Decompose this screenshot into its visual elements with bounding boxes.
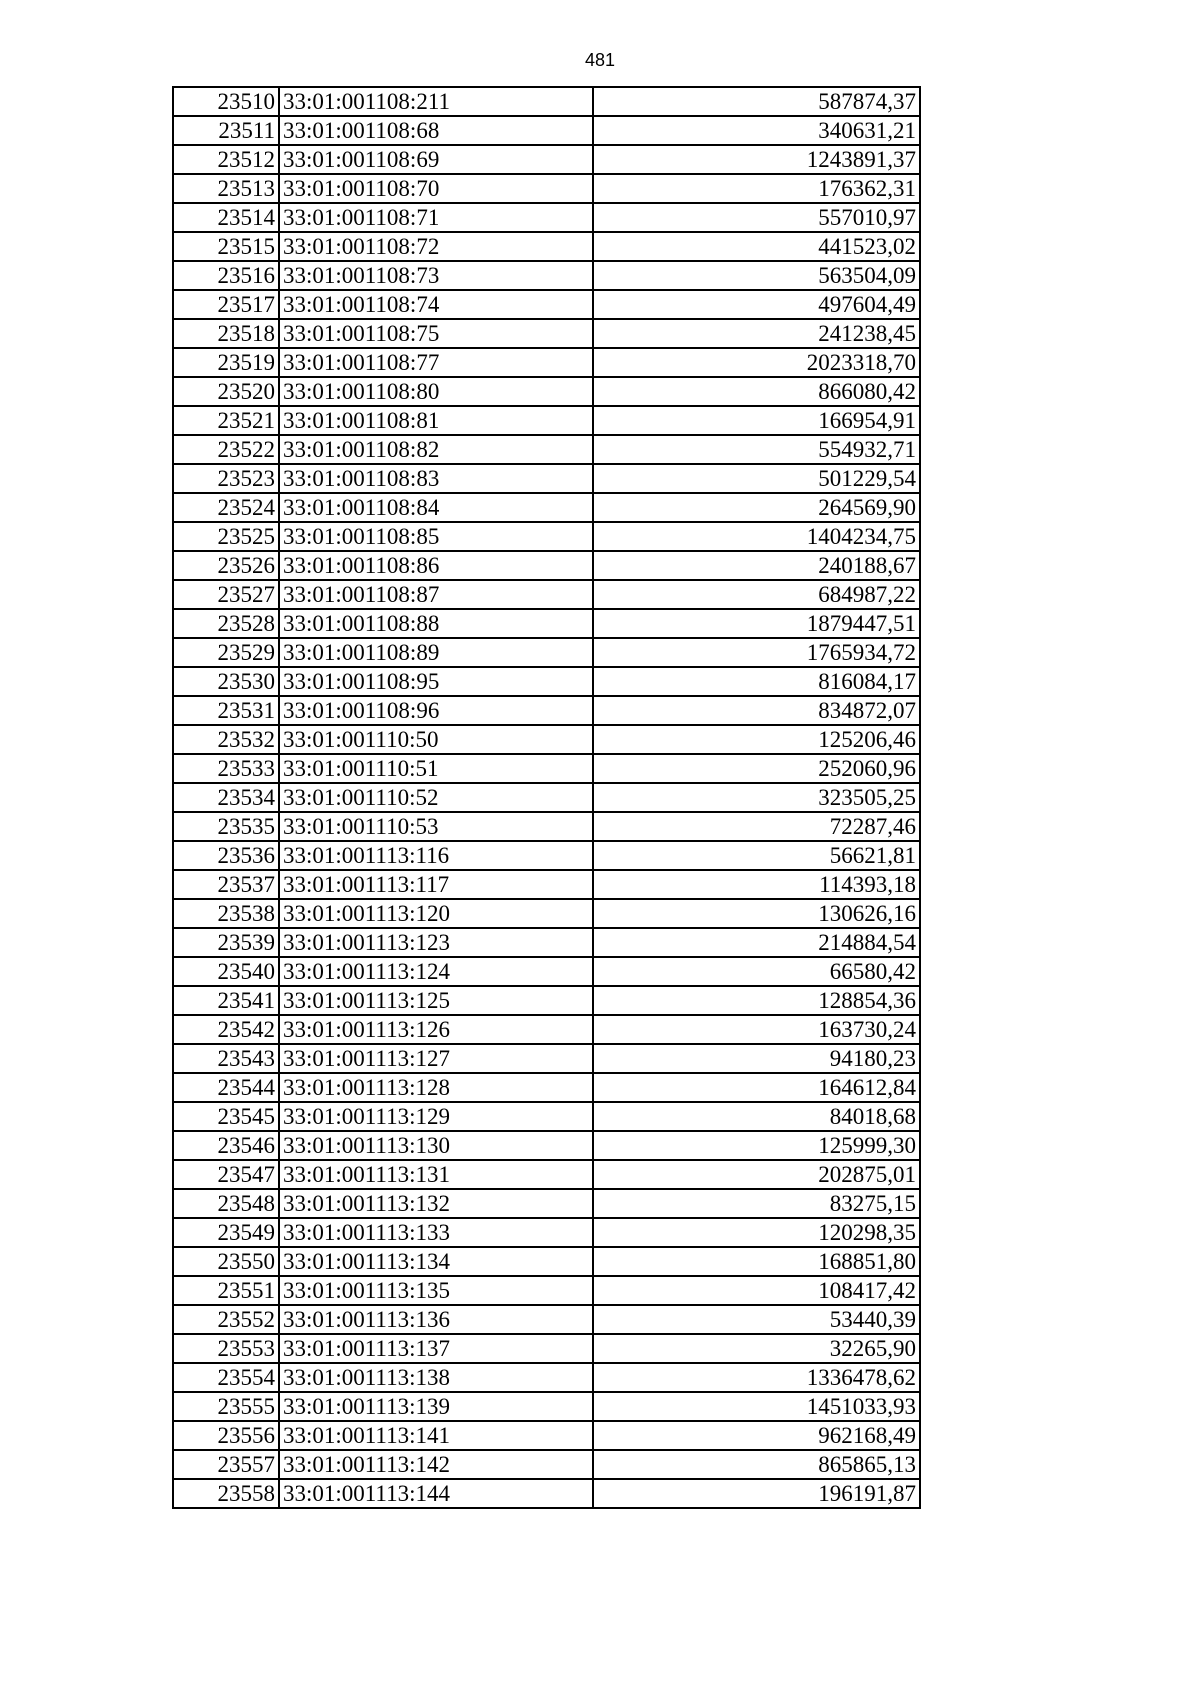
table-row [173,1392,920,1421]
cadastral-number-cell: 33:01:001113:144 [279,1479,593,1508]
cadastral-value-cell: 56621,81 [593,841,920,870]
row-number-cell: 23517 [173,290,279,319]
cadastral-number-cell: 33:01:001113:136 [279,1305,593,1334]
table-row [173,203,920,232]
cadastral-value-cell: 94180,23 [593,1044,920,1073]
cadastral-value-cell: 130626,16 [593,899,920,928]
row-number-cell: 23524 [173,493,279,522]
cadastral-number-cell: 33:01:001113:124 [279,957,593,986]
cadastral-value-cell: 1243891,37 [593,145,920,174]
cadastral-value-cell: 865865,13 [593,1450,920,1479]
cadastral-value-cell: 340631,21 [593,116,920,145]
cadastral-value-cell: 108417,42 [593,1276,920,1305]
row-number-cell: 23529 [173,638,279,667]
row-number-cell: 23521 [173,406,279,435]
cadastral-number-cell: 33:01:001108:95 [279,667,593,696]
cadastral-number-cell: 33:01:001113:132 [279,1189,593,1218]
cadastral-number-cell: 33:01:001113:127 [279,1044,593,1073]
cadastral-value-cell: 2023318,70 [593,348,920,377]
cadastral-value-cell: 1765934,72 [593,638,920,667]
cadastral-value-cell: 834872,07 [593,696,920,725]
cadastral-number-cell: 33:01:001108:80 [279,377,593,406]
cadastral-value-cell: 557010,97 [593,203,920,232]
table-row [173,783,920,812]
cadastral-number-cell: 33:01:001108:71 [279,203,593,232]
cadastral-value-cell: 66580,42 [593,957,920,986]
table-row [173,348,920,377]
row-number-cell: 23518 [173,319,279,348]
table-row [173,1305,920,1334]
table-row [173,1363,920,1392]
table-row [173,87,920,116]
cadastral-value-cell: 241238,45 [593,319,920,348]
table-row [173,725,920,754]
row-number-cell: 23537 [173,870,279,899]
table-row [173,145,920,174]
cadastral-value-cell: 1336478,62 [593,1363,920,1392]
row-number-cell: 23533 [173,754,279,783]
table-row [173,116,920,145]
cadastral-value-cell: 1451033,93 [593,1392,920,1421]
table-row [173,696,920,725]
table-row [173,638,920,667]
row-number-cell: 23522 [173,435,279,464]
row-number-cell: 23539 [173,928,279,957]
row-number-cell: 23550 [173,1247,279,1276]
cadastral-number-cell: 33:01:001113:131 [279,1160,593,1189]
cadastral-value-cell: 128854,36 [593,986,920,1015]
cadastral-number-cell: 33:01:001108:86 [279,551,593,580]
cadastral-number-cell: 33:01:001113:120 [279,899,593,928]
table-row [173,1247,920,1276]
table-row [173,464,920,493]
row-number-cell: 23552 [173,1305,279,1334]
table-row [173,435,920,464]
cadastral-value-cell: 866080,42 [593,377,920,406]
table-row [173,957,920,986]
table-row [173,1218,920,1247]
table-row [173,1160,920,1189]
cadastral-number-cell: 33:01:001113:125 [279,986,593,1015]
table-row [173,232,920,261]
row-number-cell: 23525 [173,522,279,551]
page-number: 481 [584,50,616,70]
table-row [173,1421,920,1450]
row-number-cell: 23510 [173,87,279,116]
table-row [173,522,920,551]
cadastral-value-cell: 214884,54 [593,928,920,957]
cadastral-number-cell: 33:01:001110:53 [279,812,593,841]
cadastral-value-cell: 125999,30 [593,1131,920,1160]
row-number-cell: 23532 [173,725,279,754]
cadastral-number-cell: 33:01:001108:96 [279,696,593,725]
cadastral-value-cell: 441523,02 [593,232,920,261]
cadastral-value-cell: 816084,17 [593,667,920,696]
row-number-cell: 23548 [173,1189,279,1218]
cadastral-value-cell: 163730,24 [593,1015,920,1044]
cadastral-value-cell: 252060,96 [593,754,920,783]
row-number-cell: 23530 [173,667,279,696]
table-body [173,87,920,1508]
cadastral-number-cell: 33:01:001108:87 [279,580,593,609]
cadastral-number-cell: 33:01:001113:130 [279,1131,593,1160]
table-row [173,1131,920,1160]
cadastral-value-cell: 323505,25 [593,783,920,812]
cadastral-number-cell: 33:01:001108:68 [279,116,593,145]
row-number-cell: 23555 [173,1392,279,1421]
table-row [173,1102,920,1131]
table-row [173,986,920,1015]
cadastral-number-cell: 33:01:001113:142 [279,1450,593,1479]
cadastral-value-cell: 53440,39 [593,1305,920,1334]
table-row [173,290,920,319]
cadastral-number-cell: 33:01:001110:50 [279,725,593,754]
cadastral-number-cell: 33:01:001110:52 [279,783,593,812]
cadastral-number-cell: 33:01:001108:72 [279,232,593,261]
row-number-cell: 23554 [173,1363,279,1392]
table-row [173,1276,920,1305]
cadastral-number-cell: 33:01:001113:117 [279,870,593,899]
table-row [173,841,920,870]
table-row [173,1073,920,1102]
cadastral-value-cell: 166954,91 [593,406,920,435]
cadastral-number-cell: 33:01:001108:85 [279,522,593,551]
cadastral-value-cell: 497604,49 [593,290,920,319]
cadastral-value-cell: 196191,87 [593,1479,920,1508]
cadastral-number-cell: 33:01:001113:141 [279,1421,593,1450]
row-number-cell: 23535 [173,812,279,841]
cadastral-number-cell: 33:01:001108:88 [279,609,593,638]
table-row [173,406,920,435]
row-number-cell: 23513 [173,174,279,203]
row-number-cell: 23546 [173,1131,279,1160]
cadastral-number-cell: 33:01:001108:74 [279,290,593,319]
cadastral-number-cell: 33:01:001108:84 [279,493,593,522]
cadastral-value-cell: 240188,67 [593,551,920,580]
cadastral-number-cell: 33:01:001108:77 [279,348,593,377]
row-number-cell: 23516 [173,261,279,290]
row-number-cell: 23544 [173,1073,279,1102]
table-row [173,928,920,957]
cadastral-number-cell: 33:01:001113:139 [279,1392,593,1421]
cadastral-value-cell: 168851,80 [593,1247,920,1276]
cadastral-value-cell: 176362,31 [593,174,920,203]
row-number-cell: 23542 [173,1015,279,1044]
row-number-cell: 23540 [173,957,279,986]
cadastral-value-cell: 164612,84 [593,1073,920,1102]
cadastral-value-cell: 72287,46 [593,812,920,841]
table-row [173,319,920,348]
table-row [173,1044,920,1073]
row-number-cell: 23515 [173,232,279,261]
cadastral-value-cell: 563504,09 [593,261,920,290]
table-row [173,174,920,203]
row-number-cell: 23558 [173,1479,279,1508]
row-number-cell: 23536 [173,841,279,870]
table-row [173,1450,920,1479]
table-row [173,580,920,609]
row-number-cell: 23531 [173,696,279,725]
row-number-cell: 23514 [173,203,279,232]
cadastral-number-cell: 33:01:001113:138 [279,1363,593,1392]
row-number-cell: 23556 [173,1421,279,1450]
table-row [173,667,920,696]
table-row [173,1015,920,1044]
cadastral-value-cell: 684987,22 [593,580,920,609]
table-row [173,754,920,783]
cadastral-value-cell: 1879447,51 [593,609,920,638]
row-number-cell: 23543 [173,1044,279,1073]
cadastral-number-cell: 33:01:001113:134 [279,1247,593,1276]
cadastral-value-cell: 84018,68 [593,1102,920,1131]
table-row [173,551,920,580]
cadastral-number-cell: 33:01:001110:51 [279,754,593,783]
table-row [173,812,920,841]
table-row [173,870,920,899]
row-number-cell: 23541 [173,986,279,1015]
cadastral-number-cell: 33:01:001113:128 [279,1073,593,1102]
table-row [173,899,920,928]
cadastral-value-cell: 125206,46 [593,725,920,754]
row-number-cell: 23547 [173,1160,279,1189]
row-number-cell: 23534 [173,783,279,812]
cadastral-number-cell: 33:01:001113:135 [279,1276,593,1305]
cadastral-value-table [172,86,921,1509]
cadastral-number-cell: 33:01:001108:211 [279,87,593,116]
cadastral-value-cell: 202875,01 [593,1160,920,1189]
cadastral-value-cell: 83275,15 [593,1189,920,1218]
row-number-cell: 23545 [173,1102,279,1131]
cadastral-value-cell: 120298,35 [593,1218,920,1247]
cadastral-number-cell: 33:01:001108:89 [279,638,593,667]
cadastral-value-cell: 501229,54 [593,464,920,493]
cadastral-value-cell: 587874,37 [593,87,920,116]
table-row [173,609,920,638]
cadastral-value-cell: 1404234,75 [593,522,920,551]
table-row [173,493,920,522]
cadastral-value-cell: 114393,18 [593,870,920,899]
row-number-cell: 23520 [173,377,279,406]
table-row [173,261,920,290]
table-row [173,377,920,406]
cadastral-number-cell: 33:01:001113:126 [279,1015,593,1044]
table-row [173,1479,920,1508]
cadastral-number-cell: 33:01:001108:82 [279,435,593,464]
row-number-cell: 23526 [173,551,279,580]
cadastral-number-cell: 33:01:001108:70 [279,174,593,203]
cadastral-number-cell: 33:01:001108:83 [279,464,593,493]
row-number-cell: 23553 [173,1334,279,1363]
row-number-cell: 23528 [173,609,279,638]
cadastral-number-cell: 33:01:001108:73 [279,261,593,290]
cadastral-number-cell: 33:01:001108:81 [279,406,593,435]
row-number-cell: 23511 [173,116,279,145]
row-number-cell: 23527 [173,580,279,609]
table-row [173,1189,920,1218]
cadastral-value-cell: 264569,90 [593,493,920,522]
row-number-cell: 23523 [173,464,279,493]
row-number-cell: 23512 [173,145,279,174]
cadastral-number-cell: 33:01:001113:129 [279,1102,593,1131]
cadastral-number-cell: 33:01:001108:69 [279,145,593,174]
cadastral-number-cell: 33:01:001113:133 [279,1218,593,1247]
cadastral-value-cell: 554932,71 [593,435,920,464]
row-number-cell: 23549 [173,1218,279,1247]
cadastral-value-cell: 962168,49 [593,1421,920,1450]
cadastral-number-cell: 33:01:001113:137 [279,1334,593,1363]
cadastral-value-cell: 32265,90 [593,1334,920,1363]
table-row [173,1334,920,1363]
cadastral-number-cell: 33:01:001108:75 [279,319,593,348]
cadastral-number-cell: 33:01:001113:123 [279,928,593,957]
cadastral-number-cell: 33:01:001113:116 [279,841,593,870]
row-number-cell: 23519 [173,348,279,377]
row-number-cell: 23557 [173,1450,279,1479]
row-number-cell: 23538 [173,899,279,928]
row-number-cell: 23551 [173,1276,279,1305]
